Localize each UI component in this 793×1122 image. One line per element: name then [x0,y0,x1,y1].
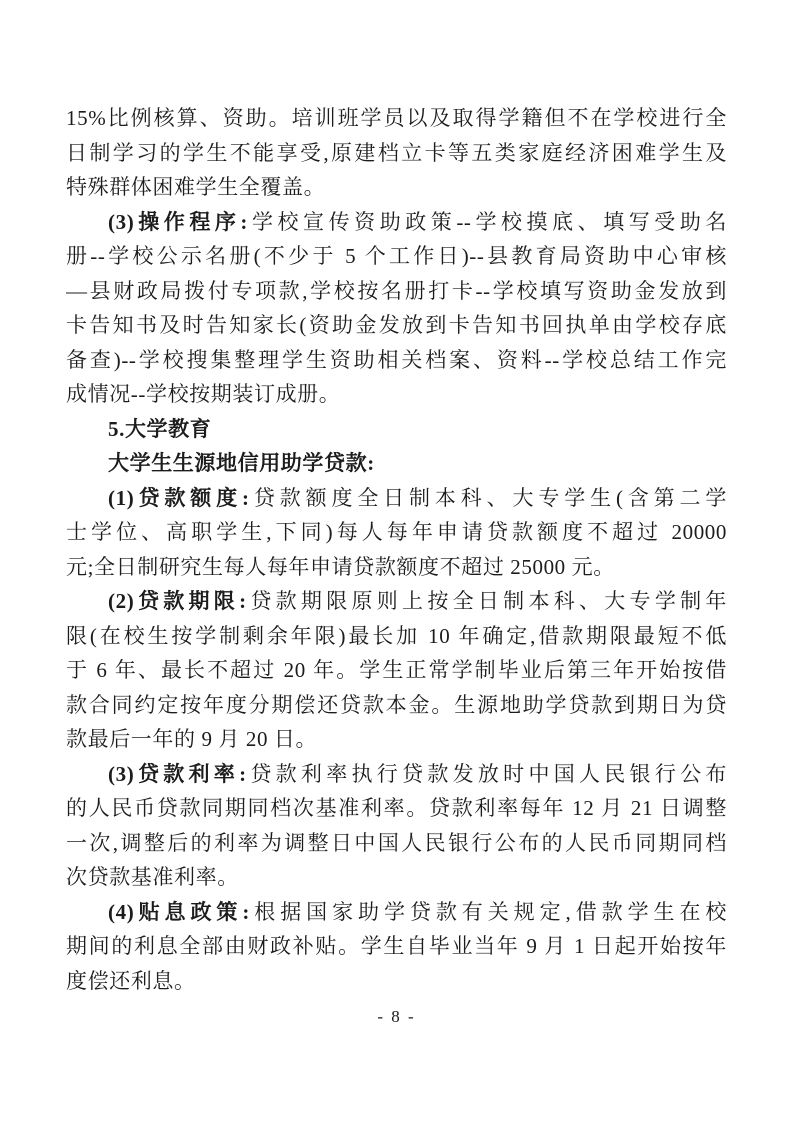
text-segment: 度偿还利息。 [66,968,196,993]
text-segment: 卡告知书及时告知家长(资助金发放到卡告知书回执单由学校存底 [66,313,727,337]
text-line [66,550,727,585]
text-line [66,791,727,826]
text-segment: 款合同约定按年度分期偿还贷款本金。生源地助学贷款到期日为贷 [66,692,727,717]
text-line [66,136,727,171]
body-text [66,101,727,998]
text-line [66,412,727,447]
text-line [66,964,727,999]
text-segment: 册--学校公示名册(不少于 5 个工作日)--县教育局资助中心审核 [66,244,727,268]
text-line [66,274,727,309]
text-line [66,343,727,378]
text-segment: 日制学习的学生不能享受,原建档立卡等五类家庭经济困难学生及 [66,140,727,165]
text-segment: 款最后一年的 9 月 20 日。 [66,727,318,751]
text-segment: 特殊群体困难学生全覆盖。 [66,175,326,199]
text-segment-bold: (3)操作程序: [108,209,249,234]
text-segment: 15%比例核算、资助。培训班学员以及取得学籍但不在学校进行全 [66,106,727,130]
text-segment: 限(在校生按学制剩余年限)最长加 10 年确定,借款期限最短不低 [66,623,727,648]
text-line [66,377,727,412]
text-segment: 根据国家助学贷款有关规定,借款学生在校 [249,899,727,924]
text-line [66,722,727,757]
text-segment: 贷款利率执行贷款发放时中国人民银行公布 [246,761,727,786]
text-segment: 贷款额度全日制本科、大专学生(含第二学 [249,485,727,510]
text-line [66,619,727,654]
text-segment: 次贷款基准利率。 [66,865,239,889]
text-segment: 的人民币贷款同期同档次基准利率。贷款利率每年 12 月 21 日调整 [66,796,727,820]
text-segment-bold: 大学生生源地信用助学贷款: [108,451,375,475]
text-segment: 成情况--学校按期装订成册。 [66,382,341,406]
text-line [66,757,727,792]
text-line [66,205,727,240]
text-segment: 备查)--学校搜集整理学生资助相关档案、资料--学校总结工作完 [66,347,727,372]
text-segment: 士学位、高职学生,下同)每人每年申请贷款额度不超过 20000 [66,520,727,544]
text-line [66,653,727,688]
text-segment-bold: 5.大学教育 [108,416,212,441]
text-line [66,170,727,205]
text-line [66,239,727,274]
text-line [66,826,727,861]
text-line [66,481,727,516]
text-segment: 期间的利息全部由财政补贴。学生自毕业当年 9 月 1 日起开始按年 [66,934,727,958]
text-line [66,446,727,481]
text-segment-bold: (3)贷款利率: [108,761,247,786]
text-segment: 贷款期限原则上按全日制本科、大专学制年 [246,589,727,613]
text-line [66,308,727,343]
text-segment: 一次,调整后的利率为调整日中国人民银行公布的人民币同期同档 [66,830,727,855]
text-line [66,929,727,964]
text-segment-bold: (1)贷款额度: [108,485,250,510]
text-line [66,895,727,930]
text-segment-bold: (2)贷款期限: [108,589,247,613]
text-segment: 元;全日制研究生每人每年申请贷款额度不超过 25000 元。 [66,554,615,579]
text-line [66,515,727,550]
text-segment: —县财政局拨付专项款,学校按名册打卡--学校填写资助金发放到 [66,278,727,303]
text-line [66,584,727,619]
text-segment: 学校宣传资助政策--学校摸底、填写受助名 [248,209,727,234]
text-segment-bold: (4)贴息政策: [108,899,250,924]
page-number: - 8 - [377,1007,416,1026]
text-line [66,101,727,136]
text-segment: 于 6 年、最长不超过 20 年。学生正常学制毕业后第三年开始按借 [66,658,727,682]
text-line [66,860,727,895]
text-line [66,688,727,723]
